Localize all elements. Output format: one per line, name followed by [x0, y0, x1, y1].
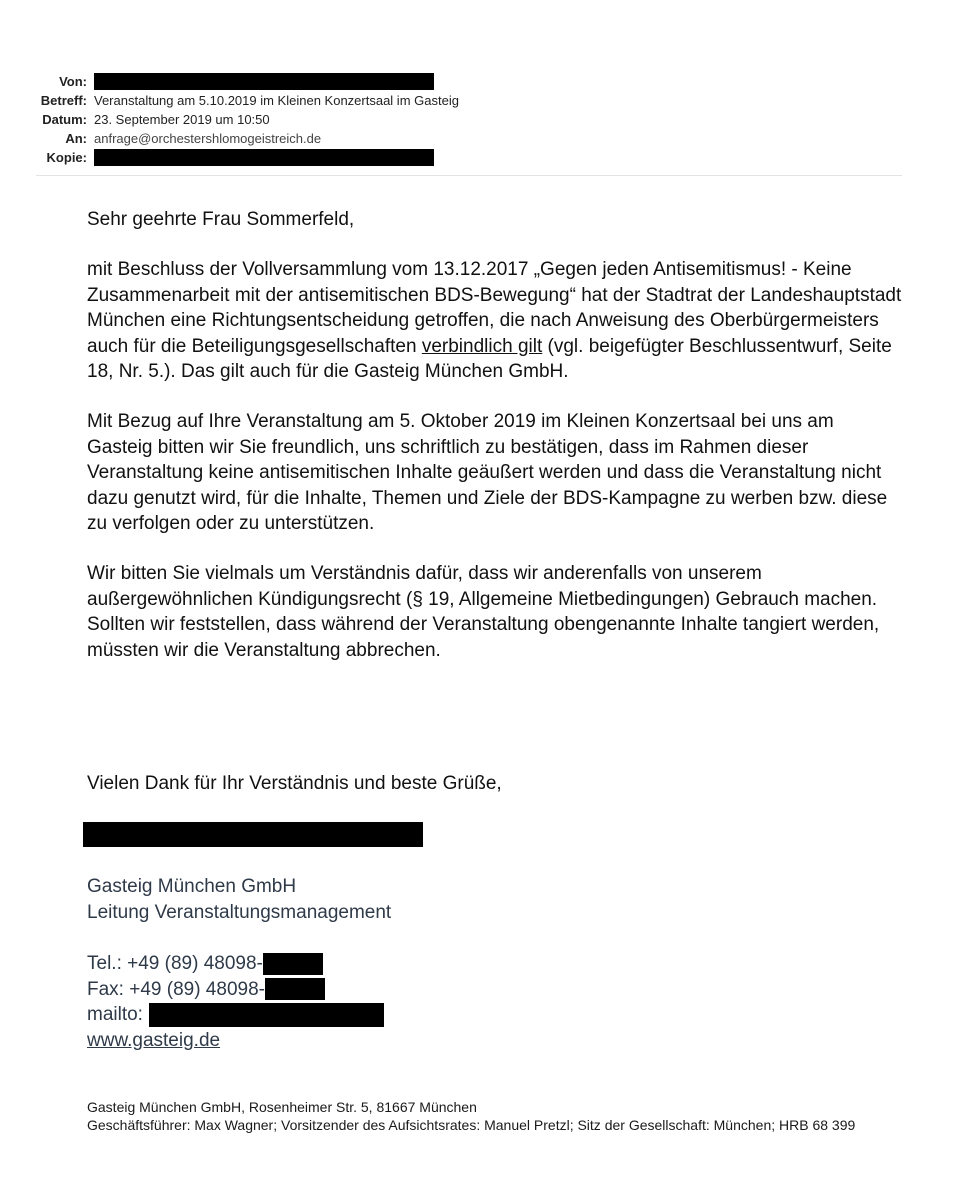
legal-footer [87, 1098, 897, 1134]
tel-redaction [263, 953, 323, 975]
paragraph-3: Wir bitten Sie vielmals um Verständnis dafür, dass wir anderenfalls von unserem außergewöhnlichen Kündigungsrecht (§ 19, Allgemeine Mietbedingungen) Gebrauch machen. Sollten wir feststellen, dass während der Veranstaltung obengenannte Inhalte tangiert werden, müssten wir die Veranstaltung abbrechen. [87, 563, 880, 661]
to-address[interactable]: anfrage@orchestershlomogeistreich.de [94, 131, 322, 146]
fax-text: Fax: +49 (89) 48098- [87, 978, 265, 1000]
from-redaction [94, 73, 434, 90]
from-row [30, 72, 902, 91]
email-body [87, 207, 902, 688]
header-divider [36, 175, 902, 176]
mailto-row [87, 1002, 384, 1028]
underlined-phrase: verbindlich gilt [421, 335, 543, 357]
to-row [30, 129, 902, 148]
fax-redaction [265, 978, 325, 1000]
to-label: An: [65, 131, 87, 146]
website-row [87, 1028, 384, 1054]
signer-name-redaction [83, 822, 423, 847]
subject-label: Betreff: [40, 93, 87, 108]
website-link[interactable]: www.gasteig.de [87, 1029, 221, 1051]
company-name: Gasteig München GmbH [87, 876, 297, 897]
date-value: 23. September 2019 um 10:50 [94, 112, 270, 127]
tel-text: Tel.: +49 (89) 48098- [87, 953, 263, 974]
email-header [30, 72, 902, 176]
cc-redaction [94, 149, 434, 166]
cc-row [30, 148, 902, 167]
footer-company-info: Geschäftsführer: Max Wagner; Vorsitzender des Aufsichtsrates: Manuel Pretzl; Sitz der Gesellschaft: München; HRB 68 399 [87, 1117, 856, 1133]
paragraph-2: Mit Bezug auf Ihre Veranstaltung am 5. Oktober 2019 im Kleinen Konzertsaal bei uns am Gasteig bitten wir Sie freundlich, uns schriftlich zu bestätigen, dass im Rahmen dieser Veranstaltung keine antisemitischen Inhalte geäußert werden und dass die Veranstaltung nicht dazu genutzt wird, für die Inhalte, Themen und Ziele der BDS-Kampagne zu werben bzw. diese zu verfolgen oder zu unterstützen. [87, 411, 888, 535]
paragraph-1 [87, 257, 902, 384]
greeting: Sehr geehrte Frau Sommerfeld, [87, 209, 355, 230]
date-label: Datum: [42, 112, 87, 127]
tel-row [87, 951, 384, 977]
signature-contact-block [87, 951, 384, 1053]
signature-company-block [87, 874, 391, 925]
paragraph-1-start: mit Beschluss der Vollversammlung vom 13.12.2017 „Gegen jeden Antisemitismus! - Keine Zusammenarbeit mit der antisemitischen BDS-Bewegung“ hat der Stadtrat der Landeshauptstadt München eine Richtungsentscheidung getroffen, die nach Anweisung des Oberbürgermeisters auch für die Beteiligungsgesellschaften [87, 259, 902, 357]
closing-line: Vielen Dank für Ihr Verständnis und beste Grüße, [87, 773, 502, 794]
department-name: Leitung Veranstaltungsmanagement [87, 901, 392, 923]
mailto-text: mailto: [87, 1004, 143, 1025]
fax-row [87, 977, 384, 1003]
footer-address: Gasteig München GmbH, Rosenheimer Str. 5, 81667 München [87, 1099, 477, 1115]
mailto-redaction [149, 1003, 384, 1027]
from-label: Von: [59, 74, 87, 89]
cc-label: Kopie: [46, 150, 87, 165]
subject-value: Veranstaltung am 5.10.2019 im Kleinen Konzertsaal im Gasteig [94, 93, 459, 108]
paragraph-1-end: (vgl. beigefügter Beschlussentwurf, Seite 18, Nr. 5.). Das gilt auch für die Gasteig München GmbH. [87, 335, 892, 383]
subject-row [30, 91, 902, 110]
date-row [30, 110, 902, 129]
